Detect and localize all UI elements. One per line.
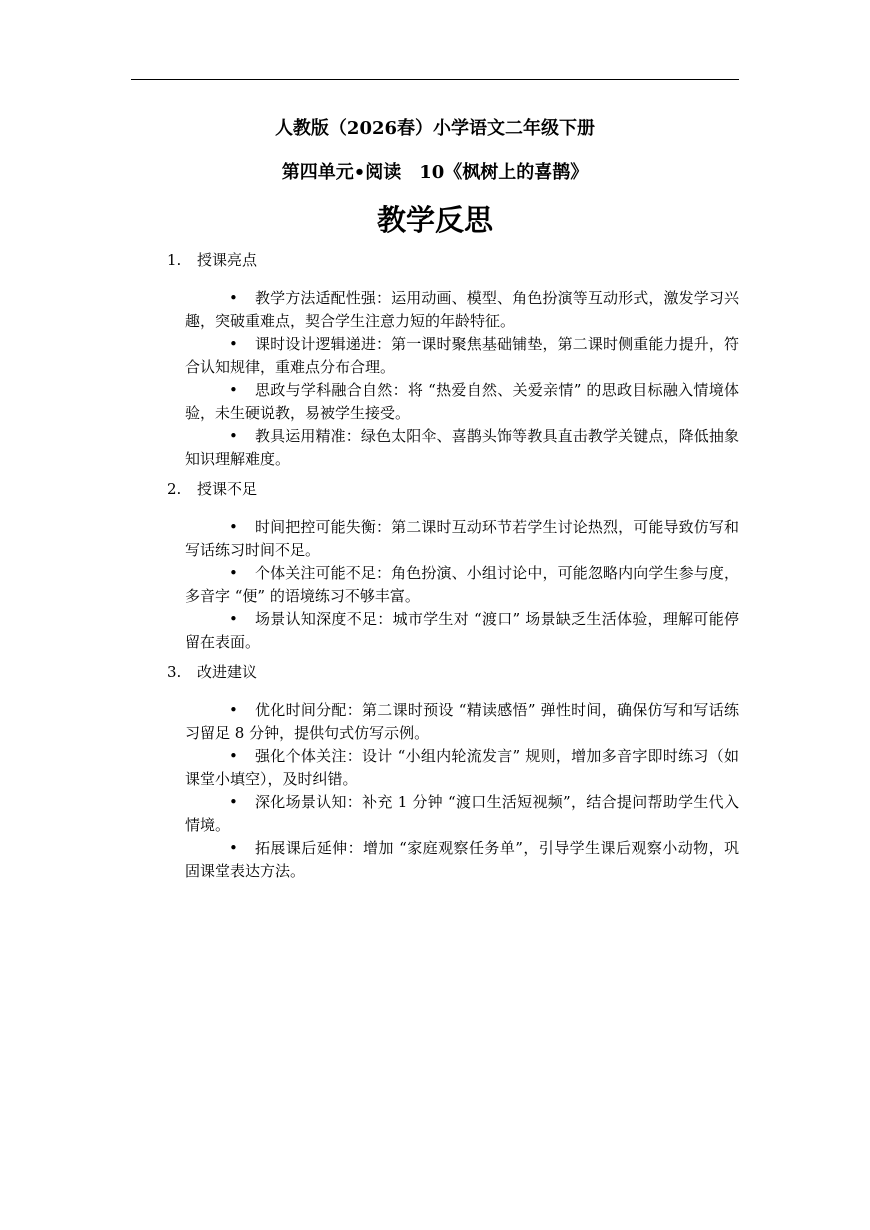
list-item (186, 287, 739, 333)
section-suggestions (131, 661, 739, 883)
bullet-icon: • (229, 335, 238, 353)
section-title: 授课亮点 (197, 251, 258, 269)
page-title: 教学反思 (376, 203, 493, 237)
list-item-text: 时间把控可能失衡：第二课时互动环节若学生讨论热烈，可能导致仿写和写话练习时间不足。 (185, 518, 739, 559)
list-item (186, 745, 739, 791)
bullet-icon: • (229, 793, 238, 811)
section-highlights (131, 249, 739, 471)
list-item (186, 562, 739, 608)
list-item-text: 教学方法适配性强：运用动画、模型、角色扮演等互动形式，激发学习兴趣，突破重难点，契合学生注意力短的年龄特征。 (185, 289, 739, 330)
section-title: 改进建议 (197, 663, 258, 681)
list-item (186, 699, 739, 745)
section-heading (131, 478, 739, 500)
bullet-list (131, 287, 739, 471)
bullet-icon: • (229, 839, 238, 857)
list-item (186, 837, 739, 883)
list-item (186, 608, 739, 654)
list-item-text: 教具运用精准：绿色太阳伞、喜鹊头饰等教具直击教学关键点，降低抽象知识理解难度。 (185, 427, 739, 468)
section-number: 3. (167, 663, 182, 681)
section-number: 1. (167, 251, 182, 269)
section-title: 授课不足 (197, 480, 258, 498)
list-item-text: 思政与学科融合自然：将 “热爱自然、关爱亲情” 的思政目标融入情境体验，未生硬说教，易被学生接受。 (185, 381, 739, 422)
list-item-text: 深化场景认知：补充 1 分钟 “渡口生活短视频”，结合提问帮助学生代入情境。 (185, 793, 739, 834)
bullet-icon: • (229, 564, 238, 582)
document-subtitle-textbook: 人教版（2026春）小学语文二年级下册 (274, 118, 596, 139)
section-shortcomings (131, 478, 739, 654)
document-subtitle-lesson: 第四单元•阅读 10《枫树上的喜鹊》 (281, 162, 589, 183)
list-item (186, 333, 739, 379)
list-item-text: 强化个体关注：设计 “小组内轮流发言” 规则，增加多音字即时练习（如课堂小填空），及时纠错。 (185, 747, 739, 788)
list-item-text: 优化时间分配：第二课时预设 “精读感悟” 弹性时间，确保仿写和写话练习留足 8 分钟，提供句式仿写示例。 (185, 701, 739, 742)
bullet-icon: • (229, 610, 238, 628)
bullet-icon: • (229, 381, 238, 399)
bullet-icon: • (229, 289, 238, 307)
section-heading (131, 661, 739, 683)
bullet-icon: • (229, 747, 238, 765)
list-item (186, 379, 739, 425)
bullet-list (131, 699, 739, 883)
section-heading (131, 249, 739, 271)
list-item-text: 个体关注可能不足：角色扮演、小组讨论中，可能忽略内向学生参与度，多音字 “便” 的语境练习不够丰富。 (185, 564, 739, 605)
list-item-text: 场景认知深度不足：城市学生对 “渡口” 场景缺乏生活体验，理解可能停留在表面。 (185, 610, 739, 651)
bullet-icon: • (229, 518, 238, 536)
list-item (186, 425, 739, 471)
header-rule (131, 79, 739, 80)
list-item-text: 拓展课后延伸：增加 “家庭观察任务单”，引导学生课后观察小动物，巩固课堂表达方法。 (185, 839, 739, 880)
list-item (186, 516, 739, 562)
section-number: 2. (167, 480, 182, 498)
list-item-text: 课时设计逻辑递进：第一课时聚焦基础铺垫，第二课时侧重能力提升，符合认知规律，重难点分布合理。 (185, 335, 739, 376)
list-item (186, 791, 739, 837)
bullet-icon: • (229, 701, 238, 719)
bullet-icon: • (229, 427, 238, 445)
bullet-list (131, 516, 739, 654)
